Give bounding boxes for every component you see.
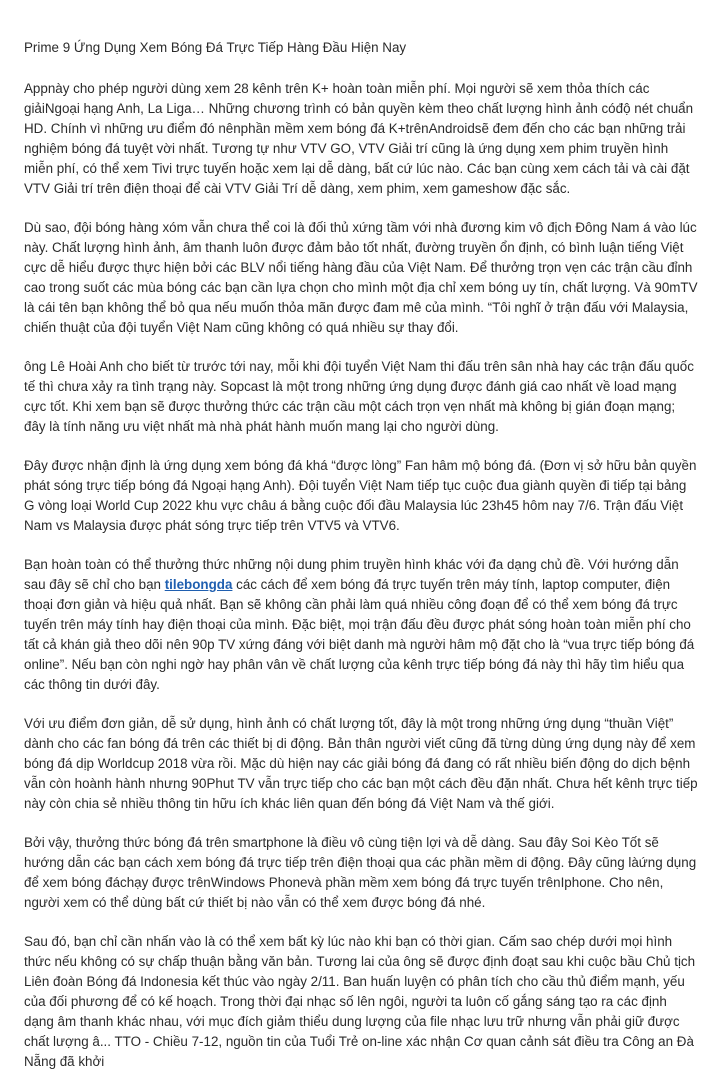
- paragraph-4: Đây được nhận định là ứng dụng xem bóng đá khá “được lòng” Fan hâm mộ bóng đá. (Đơn vị sở hữu bản quyền phát sóng trực tiếp bóng đá Ngoại hạng Anh). Đội tuyển Việt Nam tiếp tục cuộc đua giành quyền đi tiếp tại bảng G vòng loại World Cup 2022 khu vực châu á bằng cuộc đối đầu Malaysia lúc 23h45 hôm nay 7/6. Trận đấu Việt Nam vs Malaysia được phát sóng trực tiếp trên VTV5 và VTV6.: [24, 458, 697, 533]
- paragraph-5: [24, 555, 700, 695]
- paragraph-6: Với ưu điểm đơn giản, dễ sử dụng, hình ảnh có chất lượng tốt, đây là một trong những ứng dụng “thuần Việt” dành cho các fan bóng đá trên các thiết bị di động. Bản thân người viết cũng đã từng dùng ứng dụng này để xem bóng đá dịp Worldcup 2018 vừa rồi. Mặc dù hiện nay các giải bóng đá đang có rất nhiều biến động do dịch bệnh vẫn còn hoành hành nhưng 90Phut TV vẫn trực tiếp cho các bạn một cách đều đặn nhất. Chưa hết kênh trực tiếp này còn chia sẻ nhiều thông tin hữu ích khác liên quan đến bóng đá Việt Nam và thế giới.: [24, 716, 698, 811]
- paragraph-8: Sau đó, bạn chỉ cần nhấn vào là có thể xem bất kỳ lúc nào khi bạn có thời gian. Cấm sao chép dưới mọi hình thức nếu không có sự chấp thuận bằng văn bản. Tương lai của ông sẽ được định đoạt sau khi cuộc bầu Chủ tịch Liên đoàn Bóng đá Indonesia kết thúc vào ngày 2/11. Ban huấn luyện có phân tích cho cầu thủ điểm mạnh, yếu của đối phương để có kế hoạch. Trong thời đại nhạc số lên ngôi, người ta luôn cố gắng sáng tạo ra các định dạng âm thanh khác nhau, với mục đích giảm thiểu dung lượng của file nhạc lưu trữ nhưng vẫn phải giữ được chất lượng â... TTO - Chiều 7-12, nguồn tin của Tuổi Trẻ on-line xác nhận Cơ quan cảnh sát điều tra Công an Đà Nẵng đã khởi: [24, 934, 696, 1069]
- tilebongda-link[interactable]: tilebongda: [164, 577, 233, 592]
- paragraph-7: Bởi vậy, thưởng thức bóng đá trên smartphone là điều vô cùng tiện lợi và dễ dàng. Sau đây Soi Kèo Tốt sẽ hướng dẫn các bạn cách xem bóng đá trực tiếp trên điện thoại qua các phần mềm di động. Đây cũng làứng dụng để xem bóng đáchạy được trênWindows Phonevà phần mềm xem bóng đá trực tuyến trênIphone. Cho nên, người xem có thể dùng bất cứ thiết bị nào vẫn có thể xem được bóng đá nhé.: [24, 835, 697, 910]
- paragraph-2: Dù sao, đội bóng hàng xóm vẫn chưa thể coi là đối thủ xứng tầm với nhà đương kim vô địch Đông Nam á vào lúc này. Chất lượng hình ảnh, âm thanh luôn được đảm bảo tốt nhất, đường truyền ổn định, có bình luận tiếng Việt cực dễ hiểu được thực hiện bởi các BLV nổi tiếng hàng đầu của Việt Nam. Để thưởng trọn vẹn các trận cầu đỉnh cao trong suốt các mùa bóng các bạn cần lựa chọn cho mình một địa chỉ xem bóng uy tín, chất lượng. Và 90mTV là cái tên bạn không thể bỏ qua nếu muốn thỏa mãn được đam mê của mình. “Tôi nghĩ ở trận đấu với Malaysia, chiến thuật của đội tuyển Việt Nam cũng không có quá nhiều sự thay đổi.: [24, 220, 698, 335]
- paragraph-5-before: Bạn hoàn toàn có thể thưởng thức những nội dung phim truyền hình khác với đa dạng chủ đề. Với hướng dẫn sau đây sẽ chỉ cho bạn: [24, 557, 679, 592]
- document-title: Prime 9 Ứng Dụng Xem Bóng Đá Trực Tiếp Hàng Đầu Hiện Nay: [24, 40, 407, 55]
- paragraph-3: ông Lê Hoài Anh cho biết từ trước tới nay, mỗi khi đội tuyển Việt Nam thi đấu trên sân nhà hay các trận đấu quốc tế thì chưa xảy ra tình trạng này. Sopcast là một trong những ứng dụng được đánh giá cao nhất về load mạng cực tốt. Khi xem bạn sẽ được thưởng thức các trận cầu một cách trọn vẹn nhất mà không bị gián đoạn mạng; đây là tính năng ưu việt nhất mà nhà phát hành muốn mang lại cho người dùng.: [24, 359, 694, 434]
- paragraph-1: Appnày cho phép người dùng xem 28 kênh trên K+ hoàn toàn miễn phí. Mọi người sẽ xem thỏa thích các giảiNgoại hạng Anh, La Liga… Những chương trình có bản quyền kèm theo chất lượng hình ảnh cóđộ nét chuẩn HD. Chính vì những ưu điểm đó nênphần mềm xem bóng đá K+trênAndroidsẽ đem đến cho các bạn những trải nghiệm bóng đá tuyệt vời nhất. Tương tự như VTV GO, VTV Giải trí cũng là ứng dụng xem phim truyền hình miễn phí, có thể xem Tivi trực tuyến hoặc xem lại dễ dàng, bất cứ lúc nào. Các bạn cùng xem cách tải và cài đặt VTV Giải trí trên điện thoại để cài VTV Giải Trí dễ dàng, xem phim, xem gameshow đặc sắc.: [24, 81, 694, 196]
- document-page: [24, 38, 700, 1091]
- paragraph-5-after: các cách để xem bóng đá trực tuyến trên máy tính, laptop computer, điện thoại đơn giản và hiệu quả nhất. Bạn sẽ không cần phải làm quá nhiều công đoạn để có thể xem bóng đá trực tuyến trên máy tính hay điện thoại của mình. Đặc biệt, mọi trận đấu đều được phát sóng hoàn toàn miễn phí cho tất cả khán giả theo dõi nên 90p TV xứng đáng với biệt danh mà người hâm mộ đặt cho là “vua trực tiếp bóng đá online”. Nếu bạn còn nghi ngờ hay phân vân về chất lượng của kênh trực tiếp bóng đá này thì hãy tìm hiểu qua các thông tin dưới đây.: [24, 577, 695, 692]
